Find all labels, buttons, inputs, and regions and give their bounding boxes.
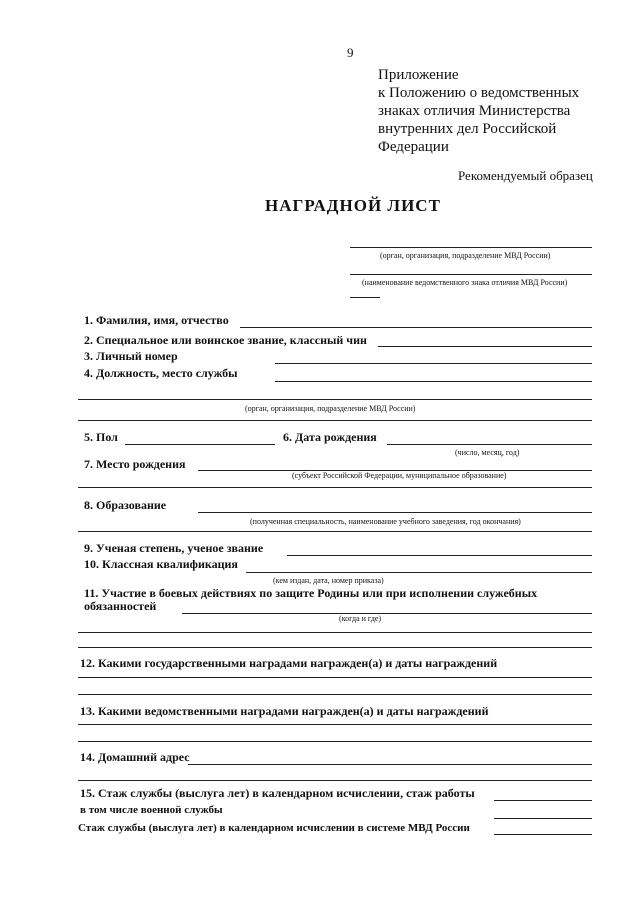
- field-birthplace-label: 7. Место рождения: [84, 457, 186, 471]
- field-education-line-2[interactable]: [78, 531, 592, 532]
- field-departmental-awards-line-1[interactable]: [78, 724, 592, 725]
- field-full-name-label: 1. Фамилия, имя, отчество: [84, 313, 229, 327]
- field-position-label: 4. Должность, место службы: [84, 366, 238, 380]
- qualification-caption: (кем издан, дата, номер приказа): [273, 576, 384, 585]
- field-position-line-2[interactable]: [78, 399, 592, 400]
- field-sex-label: 5. Пол: [84, 430, 118, 444]
- org-service-caption: (орган, организация, подразделение МВД России): [245, 404, 416, 413]
- badge-name-line-2: [350, 297, 380, 298]
- field-combat-line-3[interactable]: [78, 647, 592, 648]
- field-birth-date-line[interactable]: [387, 444, 592, 445]
- field-degree-line[interactable]: [287, 555, 592, 556]
- birthplace-caption: (субъект Российской Федерации, муниципальное образование): [292, 471, 507, 480]
- appendix-line-1: Приложение: [378, 67, 459, 83]
- field-state-awards-line-1[interactable]: [78, 677, 592, 678]
- page-number: 9: [347, 45, 354, 60]
- appendix-line-2: к Положению о ведомственных: [378, 85, 580, 101]
- field-home-address-line-2[interactable]: [78, 780, 592, 781]
- badge-name-caption: (наименование ведомственного знака отличия МВД России): [362, 278, 568, 287]
- field-mvd-service-label: Стаж службы (выслуга лет) в календарном исчислении в системе МВД России: [78, 822, 470, 834]
- org-header-caption: (орган, организация, подразделение МВД России): [380, 251, 551, 260]
- appendix-line-4: внутренних дел Российской: [378, 121, 557, 137]
- field-military-service-line[interactable]: [494, 818, 592, 819]
- combat-caption: (когда и где): [339, 614, 382, 623]
- field-qualification-label: 10. Классная квалификация: [84, 557, 238, 571]
- field-military-service-label: в том числе военной службы: [80, 804, 223, 816]
- field-combat-line-2[interactable]: [78, 632, 592, 633]
- field-combat-label-line-2: обязанностей: [84, 599, 157, 613]
- field-departmental-awards-line-2[interactable]: [78, 741, 592, 742]
- field-rank-label: 2. Специальное или воинское звание, классный чин: [84, 333, 367, 347]
- appendix-line-3: знаках отличия Министерства: [378, 103, 571, 119]
- field-combat-line[interactable]: [182, 613, 592, 614]
- field-state-awards-line-2[interactable]: [78, 694, 592, 695]
- field-position-line-1[interactable]: [275, 381, 592, 382]
- field-service-length-label: 15. Стаж службы (выслуга лет) в календарном исчислении, стаж работы: [80, 786, 475, 800]
- field-degree-label: 9. Ученая степень, ученое звание: [84, 541, 264, 555]
- field-combat-label-line-1: 11. Участие в боевых действиях по защите Родины или при исполнении служебных: [84, 586, 538, 600]
- field-education-label: 8. Образование: [84, 498, 167, 512]
- document-title: НАГРАДНОЙ ЛИСТ: [265, 196, 441, 215]
- field-qualification-line[interactable]: [246, 572, 592, 573]
- field-rank-line[interactable]: [378, 346, 592, 347]
- field-state-awards-label: 12. Какими государственными наградами награжден(а) и даты награждений: [80, 656, 498, 670]
- field-home-address-line[interactable]: [188, 764, 592, 765]
- appendix-line-5: Федерации: [378, 139, 449, 155]
- badge-name-line: [350, 274, 592, 275]
- field-personal-number-line[interactable]: [275, 363, 592, 364]
- field-personal-number-label: 3. Личный номер: [84, 349, 178, 363]
- field-birth-date-label: 6. Дата рождения: [283, 430, 377, 444]
- recommended-sample-label: Рекомендуемый образец: [458, 168, 593, 183]
- field-service-length-line[interactable]: [494, 800, 592, 801]
- field-birthplace-line-2[interactable]: [78, 487, 592, 488]
- education-caption: (полученная специальность, наименование учебного заведения, год окончания): [250, 517, 521, 526]
- field-mvd-service-line[interactable]: [494, 834, 592, 835]
- field-education-line[interactable]: [198, 512, 592, 513]
- date-caption: (число, месяц, год): [455, 448, 520, 457]
- field-full-name-line[interactable]: [240, 327, 592, 328]
- field-sex-line[interactable]: [125, 444, 275, 445]
- field-home-address-label: 14. Домашний адрес: [80, 750, 190, 764]
- field-departmental-awards-label: 13. Какими ведомственными наградами награжден(а) и даты награждений: [80, 704, 489, 718]
- org-header-line: [350, 247, 592, 248]
- field-position-line-3[interactable]: [78, 420, 592, 421]
